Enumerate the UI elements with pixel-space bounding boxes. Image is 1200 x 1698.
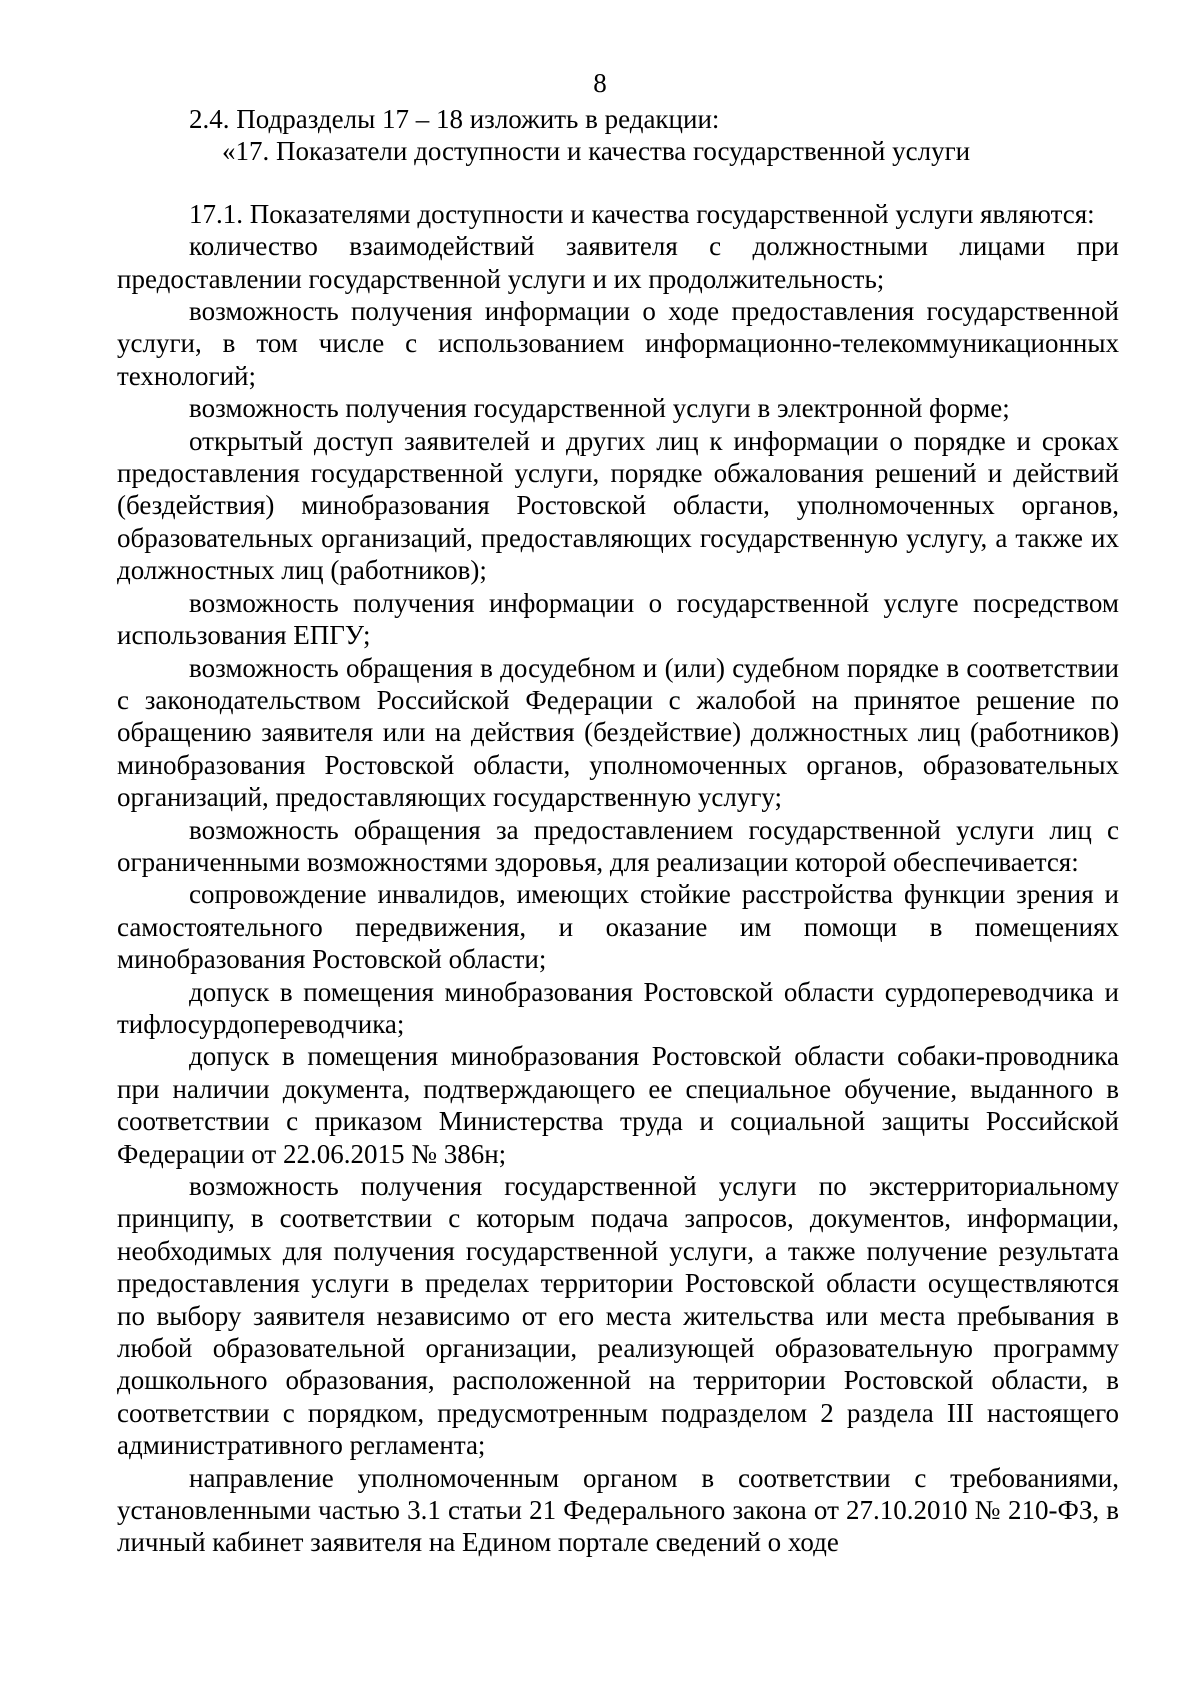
- page-number: 8: [593, 68, 607, 98]
- list-item: открытый доступ заявителей и других лиц к информации о порядке и сроках предоставления государственной услуги, порядке обжалования решений и действий (бездействия) минобразования Ростовской области, уполномоченных органов, образовательных организаций, предоставляющих государственную услугу, а также их должностных лиц (работников);: [117, 425, 1119, 586]
- amendment-intro: 2.4. Подразделы 17 – 18 изложить в редакции:: [189, 104, 720, 134]
- list-item: направление уполномоченным органом в соответствии с требованиями, установленными частью 3.1 статьи 21 Федерального закона от 27.10.2010 № 210-ФЗ, в личный кабинет заявителя на Едином портале сведений о ходе: [117, 1462, 1119, 1558]
- section-heading: «17. Показатели доступности и качества государственной услуги: [222, 136, 971, 167]
- spacer: [117, 168, 1119, 198]
- list-item: количество взаимодействий заявителя с должностными лицами при предоставлении государственной услуги и их продолжительность;: [117, 231, 1119, 294]
- list-item: допуск в помещения минобразования Ростовской области сурдопереводчика и тифлосурдопереводчика;: [117, 976, 1119, 1039]
- list-item: допуск в помещения минобразования Ростовской области собаки-проводника при наличии документа, подтверждающего ее специальное обучение, выданного в соответствии с приказом Министерства труда и социальной защиты Российской Федерации от 22.06.2015 № 386н;: [117, 1041, 1119, 1169]
- list-item: сопровождение инвалидов, имеющих стойкие расстройства функции зрения и самостоятельного передвижения, и оказание им помощи в помещениях минобразования Ростовской области;: [117, 879, 1119, 975]
- list-item: возможность получения государственной услуги по экстерриториальному принципу, в соответствии с которым подача запросов, документов, информации, необходимых для получения государственной услуги, а также получение результата предоставления услуги в пределах территории Ростовской области осуществляются по выбору заявителя независимо от его места жительства или места пребывания в любой образовательной организации, реализующей образовательную программу дошкольного образования, расположенной на территории Ростовской области, в соответствии с порядком, предусмотренным подразделом 2 раздела III настоящего административного регламента;: [117, 1171, 1119, 1461]
- list-item: возможность получения информации о ходе предоставления государственной услуги, в том числе с использованием информационно-телекоммуникационных технологий;: [117, 296, 1119, 391]
- document-body: [117, 103, 1119, 1559]
- list-item: возможность обращения в досудебном и (или) судебном порядке в соответствии с законодательством Российской Федерации с жалобой на принятое решение по обращению заявителя или на действия (бездействие) должностных лиц (работников) минобразования Ростовской области, уполномоченных органов, образовательных организаций, предоставляющих государственную услугу;: [117, 652, 1119, 813]
- clause-17-1: 17.1. Показателями доступности и качества государственной услуги являются:: [189, 198, 1095, 229]
- list-item: возможность обращения за предоставлением государственной услуги лиц с ограниченными возможностями здоровья, для реализации которой обеспечивается:: [117, 814, 1119, 877]
- list-item: возможность получения государственной услуги в электронной форме;: [189, 393, 1010, 424]
- list-item: возможность получения информации о государственной услуге посредством использования ЕПГУ;: [117, 587, 1119, 651]
